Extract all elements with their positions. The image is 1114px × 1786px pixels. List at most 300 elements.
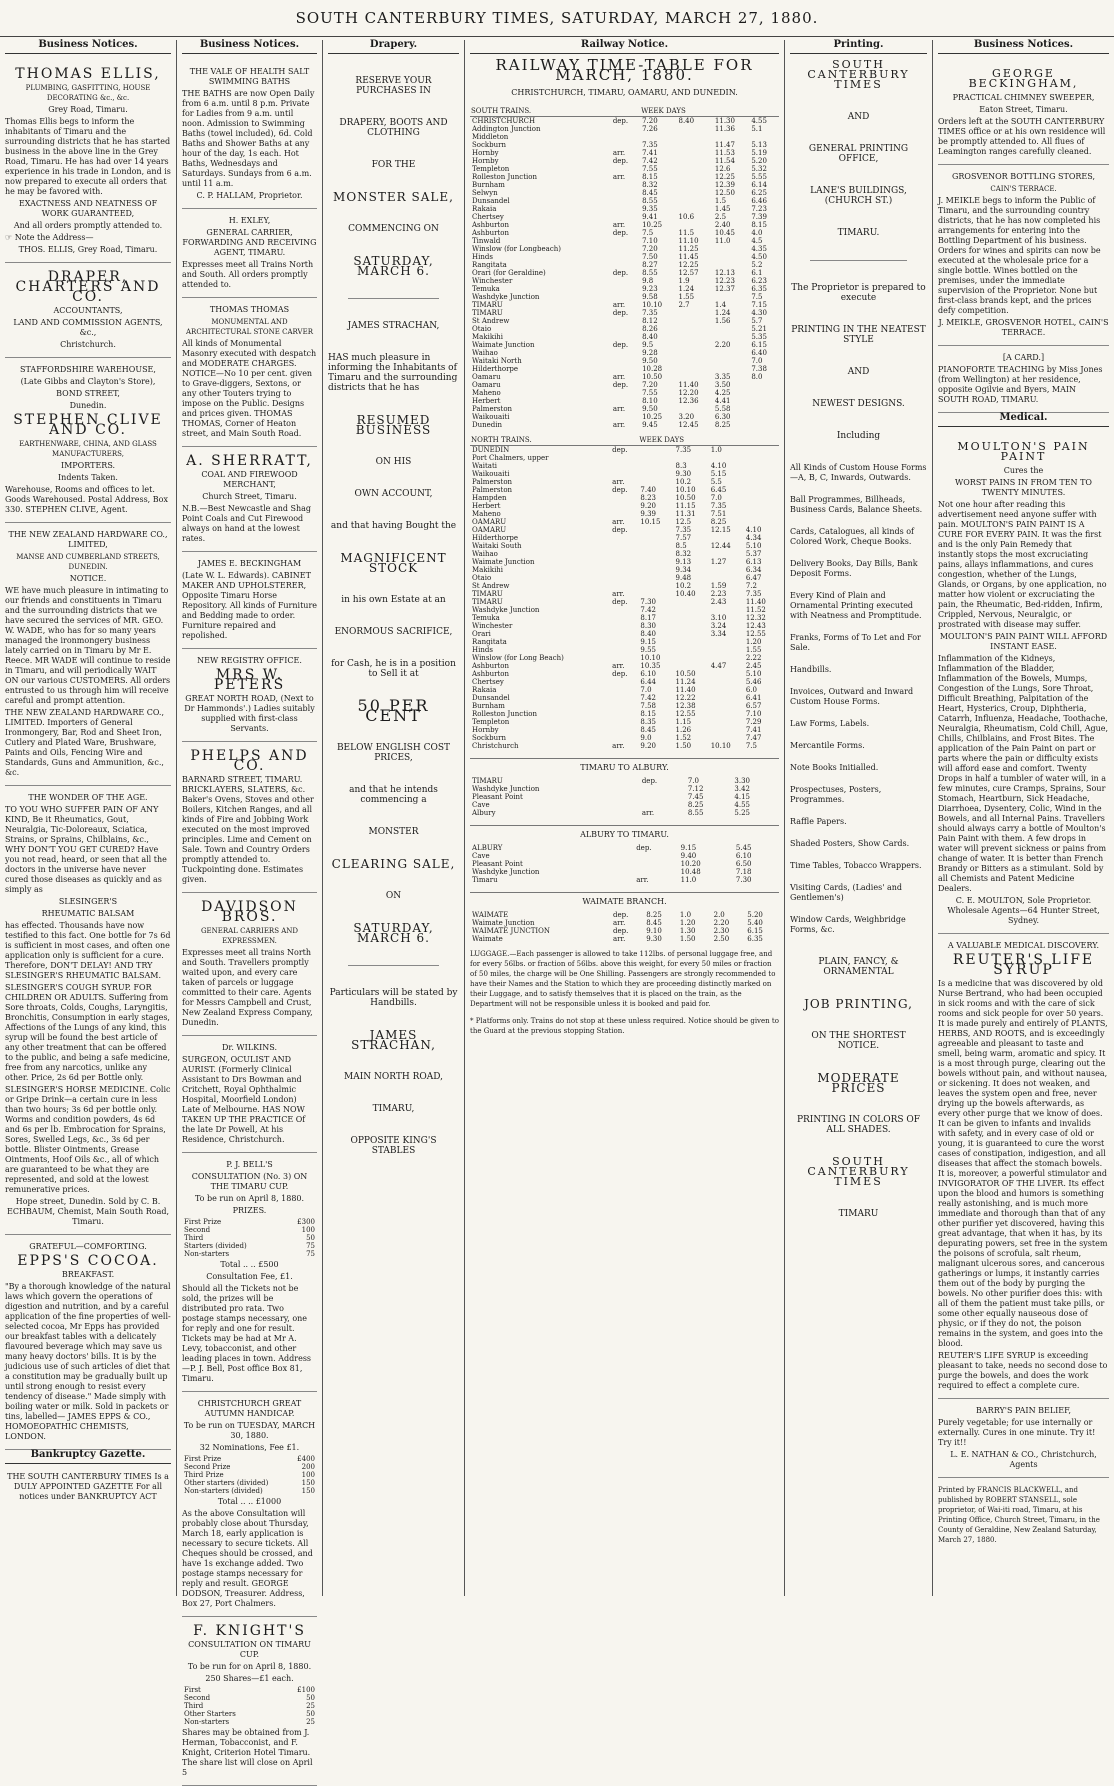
train-time: 9.28 xyxy=(642,349,658,357)
dep-arr xyxy=(610,606,638,614)
train-time: 8.55 xyxy=(642,197,658,205)
train-time: 6.57 xyxy=(745,702,762,710)
train-time: 7.5 xyxy=(642,229,654,237)
dep-arr xyxy=(611,261,640,269)
station-name: Ashburton xyxy=(472,662,510,670)
train-time xyxy=(709,718,744,726)
train-time: 11.54 xyxy=(714,157,735,165)
train-time: 2.0 xyxy=(713,911,725,919)
table-row xyxy=(470,229,779,237)
prize-label: Third Prize xyxy=(184,1471,224,1479)
section-header: Railway Notice. xyxy=(470,40,779,54)
station-name: Winslow (for Long Beach) xyxy=(472,654,564,662)
train-time: 6.15 xyxy=(747,927,763,935)
dep-arr: dep. xyxy=(636,844,652,852)
drapery-line: ON xyxy=(385,891,402,901)
ellis-ad xyxy=(5,60,171,263)
table-row xyxy=(182,1250,317,1258)
drapery-line: and that having Bought the xyxy=(330,521,457,531)
dep-arr xyxy=(611,197,640,205)
printing-item: Visiting Cards, (Ladies' and Gentlemen's) xyxy=(790,883,902,902)
wilkins-ad xyxy=(182,1036,317,1153)
drapery-line: COMMENCING ON xyxy=(348,224,439,234)
train-time xyxy=(677,173,713,181)
train-time: 8.32 xyxy=(675,550,692,558)
train-time xyxy=(749,421,779,429)
train-time: 7.0 xyxy=(640,686,652,694)
train-time: 6.41 xyxy=(745,694,762,702)
dep-arr: dep. xyxy=(612,446,628,454)
table-row xyxy=(470,710,779,718)
ad-body: Not one hour after reading this advertisement need anyone suffer with pain. MOULTON'S PAIN PAINT IS A CURE FOR EVERY PAIN. It was the first and is the only Pain Remedy that instantly stops the most excruciating pains, allays inflammations, and cures congestion, whether of the Lungs, Glands, or Organs, by one application, no matter how violent or excruciating the pain, the Rheumatic, Bed-ridden, Infirm, Crippled, Nervous, Neuralgic, or prostrated with disease may suffer. xyxy=(938,500,1107,629)
drapery-line: ENORMOUS SACRIFICE, xyxy=(334,627,453,637)
dep-arr: dep. xyxy=(612,670,628,678)
train-time: 7.12 xyxy=(687,785,704,793)
train-time xyxy=(709,678,744,686)
ad-title: REUTER'S LIFE SYRUP xyxy=(952,952,1095,978)
train-time: 10.20 xyxy=(680,860,701,868)
divider xyxy=(348,298,439,299)
train-time xyxy=(709,694,744,702)
prize-label: Third xyxy=(184,1702,204,1710)
train-time: 8.55 xyxy=(642,269,658,277)
dep-arr xyxy=(634,860,678,868)
prize-label: Non-starters (divided) xyxy=(184,1487,263,1495)
station-name: ALBURY xyxy=(472,844,503,852)
timaru-albury-table xyxy=(470,777,779,817)
printing-headline: MODERATE PRICES xyxy=(817,1071,900,1095)
dep-arr xyxy=(611,349,640,357)
train-time: 8.27 xyxy=(642,261,658,269)
section-header: Business Notices. xyxy=(182,40,317,54)
train-time: 2.45 xyxy=(745,662,762,670)
dep-arr xyxy=(611,285,640,293)
printing-item: Ball Programmes, Billheads, Business Cards, Balance Sheets. xyxy=(790,495,923,514)
train-time: 4.5 xyxy=(751,237,763,245)
dep-arr xyxy=(640,801,686,809)
train-time xyxy=(638,566,673,574)
table-row xyxy=(470,349,779,357)
dep-arr xyxy=(640,785,686,793)
prize-amount: 50 xyxy=(306,1234,315,1242)
dep-arr xyxy=(610,638,638,646)
ad-body: All kinds of Monumental Masonry executed with despatch and MODERATE CHARGES. NOTICE—No 10 per cent. given to Grave-diggers, Sextons, or any other Touters trying to impose on the Public. Designs and prices given. THOMAS THOMAS, Corner of Heaton street, and Main South Road. xyxy=(182,339,317,438)
ad-body: WE have much pleasure in intimating to our friends and constituents in Timaru and the surrounding districts that we have secured the services of MR. GEO. W. WADE, who has for so many years managed the ironmongery business lately carried on in Timaru by Mr E. Reece. MR WADE will continue to reside in Timaru, and will periodically WAIT ON our various CUSTOMERS. All orders entrusted to us through him will receive careful and prompt attention. xyxy=(5,586,171,705)
prize-amount: £400 xyxy=(297,1455,315,1463)
ad-sub: CAIN'S TERRACE. xyxy=(990,185,1057,193)
station-name: Timaru xyxy=(472,876,498,884)
train-time: 1.26 xyxy=(675,726,692,734)
train-time: 12.38 xyxy=(675,702,696,710)
train-time: 10.25 xyxy=(642,221,663,229)
train-time: 6.40 xyxy=(751,349,767,357)
ad-body: Warehouse, Rooms and offices to let. Goods Warehoused. Postal Address, Box 330. STEPHEN CLIVE, Agent. xyxy=(5,485,168,514)
train-time: 7.35 xyxy=(675,446,692,454)
dep-arr xyxy=(611,205,640,213)
prize-amount: 200 xyxy=(301,1463,315,1471)
dep-arr xyxy=(611,397,640,405)
dep-arr: arr. xyxy=(612,301,626,309)
prize-label: First Prize xyxy=(184,1455,222,1463)
ad-signature: THOS. ELLIS, Grey Road, Timaru. xyxy=(18,245,158,254)
dep-arr xyxy=(610,710,638,718)
station-name: Washdyke Junction xyxy=(472,868,540,876)
dep-arr xyxy=(611,317,640,325)
printing-item: Handbills. xyxy=(790,665,832,674)
ad-title: STEPHEN CLIVE AND CO. xyxy=(13,412,163,438)
train-time: 5.58 xyxy=(714,405,731,413)
station-name: Orari (for Geraldine) xyxy=(472,269,546,277)
printing-line: TIMARU. xyxy=(837,228,880,238)
station-name: OAMARU xyxy=(472,526,507,534)
station-name: Washdyke Junction xyxy=(472,293,540,301)
train-time: 8.25 xyxy=(714,421,731,429)
beckingham-cabinet-ad xyxy=(182,552,317,649)
train-time: 9.5 xyxy=(642,341,654,349)
train-time: 6.1 xyxy=(751,269,763,277)
section-header: Drapery. xyxy=(328,40,459,54)
ad-shares: 250 Shares—£1 each. xyxy=(205,1674,294,1683)
table-row xyxy=(470,381,779,389)
printing-line: AND xyxy=(847,112,870,122)
ad-sub: WORST PAINS IN FROM TEN TO TWENTY MINUTES. xyxy=(955,478,1092,497)
train-time: 12.55 xyxy=(675,710,696,718)
ad-run: To be run for on April 8, 1880. xyxy=(187,1662,312,1671)
train-time: 7.42 xyxy=(642,157,658,165)
ad-role: LAND AND COMMISSION AGENTS, &c., xyxy=(13,318,163,337)
section-header: Printing. xyxy=(790,40,927,54)
table-row xyxy=(470,181,779,189)
train-time xyxy=(749,397,779,405)
ad-run: To be run on April 8, 1880. xyxy=(194,1194,305,1203)
train-time: 1.24 xyxy=(678,285,695,293)
ad-body: Inflammation of the Kidneys, Inflammation of the Bladder, Inflammation of the Bowels, Mumps, Congestion of the Lungs, Sore Throat, Difficult Breathing, Palpitation of the Heart, Hysterics, Croup, Diphtheria, Catarrh, Influenza, Headache, Toothache, Neuralgia, Rheumatism, Cold Chill, Ague, Chills, Chilblains, and Frost Bites. The application of the Pain Paint on part or parts where the pain or difficulty exists will afford ease and comfort. Twenty Drops in half a tumbler of water will, in a few minutes, cure Cramps, Sprains, Sour Stomach, Heartburn, Sick Headache, Diarrhoea, Dysentery, Colic, Wind in the Bowels, and all Internal Pains. Travellers should always carry a bottle of Moulton's Pain Paint with them. A few drops in water will prevent sickness or pains from change of water. It is better than French Brandy or Bitters as a stimulant. Sold by all Chemists and Patent Medicine Dealers. xyxy=(938,654,1109,893)
station-name: Templeton xyxy=(472,165,510,173)
train-time xyxy=(713,357,749,365)
station-name: WAIMATE JUNCTION xyxy=(472,927,550,935)
station-name: Cave xyxy=(472,801,490,809)
train-time: 10.35 xyxy=(640,662,661,670)
printing-headline: JOB PRINTING, xyxy=(804,997,913,1011)
dep-arr: arr. xyxy=(612,919,626,927)
printing-item: Window Cards, Weighbridge Forms, &c. xyxy=(790,915,906,934)
dep-arr xyxy=(610,678,638,686)
column-drapery xyxy=(322,40,464,1596)
ad-body: TO YOU WHO SUFFER PAIN OF ANY KIND, Be it Rheumatics, Gout, Neuralgia, Tic-Doloreaux, Sciatica, Strains, or Sprains, Chilblains, &c., WHY DON'T YOU GET CURED? Have you not read, heard, or seen that all the doctors in the universe have never cured those diseases as quickly and as simply as xyxy=(5,805,167,894)
train-time: 6.44 xyxy=(640,678,656,686)
train-time: 6.10 xyxy=(640,670,656,678)
dep-arr xyxy=(610,718,638,726)
station-name: St Andrew xyxy=(472,317,510,325)
train-time: 3.30 xyxy=(734,777,750,785)
prize-label: First xyxy=(184,1686,201,1694)
train-time: 5.45 xyxy=(735,844,752,852)
train-time: 11.45 xyxy=(678,253,699,261)
prize-amount: 25 xyxy=(306,1718,315,1726)
train-time: 11.25 xyxy=(678,245,699,253)
ad-sub: CONSULTATION (No. 3) ON THE TIMARU CUP. xyxy=(191,1172,308,1191)
train-time: 9.40 xyxy=(680,852,697,860)
printing-line: Including xyxy=(836,431,881,441)
dep-arr xyxy=(611,325,640,333)
train-time: 5.20 xyxy=(747,911,763,919)
dep-arr: dep. xyxy=(612,381,629,389)
prize-table xyxy=(182,1455,317,1495)
table-row xyxy=(470,718,779,726)
drapery-line: TIMARU, xyxy=(372,1104,415,1114)
ad-sub: Cures the xyxy=(1003,466,1044,475)
drapery-line: OWN ACCOUNT, xyxy=(354,489,433,499)
table-row xyxy=(470,694,779,702)
pointing-hand-icon: ☞ xyxy=(5,233,15,242)
dep-arr xyxy=(611,237,640,245)
train-time: 5.7 xyxy=(751,317,763,325)
train-time: 9.39 xyxy=(640,510,656,518)
train-time: 8.40 xyxy=(678,117,695,125)
dep-arr: dep. xyxy=(612,486,628,494)
train-time: 7.42 xyxy=(640,694,656,702)
station-name: DUNEDIN xyxy=(472,446,510,454)
train-time: 1.0 xyxy=(710,446,722,454)
table-row xyxy=(470,566,779,574)
ad-title: H. EXLEY, xyxy=(228,216,271,225)
train-time: 9.8 xyxy=(642,277,654,285)
train-time: 11.0 xyxy=(714,237,731,245)
train-time xyxy=(709,654,744,662)
ad-brand: SLESINGER'S xyxy=(58,897,118,906)
train-time: 12.50 xyxy=(714,189,735,197)
drapery-line: for Cash, he is in a position to Sell it at xyxy=(331,659,456,679)
train-time xyxy=(709,726,744,734)
station-name: Port Chalmers, upper xyxy=(472,454,549,462)
train-time: 4.30 xyxy=(751,309,767,317)
ad-title: P. J. BELL'S xyxy=(226,1160,273,1169)
station-name: Winchester xyxy=(472,622,513,630)
divider xyxy=(348,965,439,966)
train-time xyxy=(674,454,709,462)
train-time: 5.10 xyxy=(745,670,762,678)
train-time xyxy=(744,462,779,470)
station-name: Waimate Junction xyxy=(472,341,535,349)
train-time xyxy=(677,205,713,213)
train-time: 8.25 xyxy=(710,518,727,526)
table-row xyxy=(470,670,779,678)
table-row xyxy=(470,237,779,245)
train-time: 4.10 xyxy=(745,526,762,534)
station-name: Hornby xyxy=(472,726,499,734)
ad-body: Purely vegetable; for use internally or externally. Cures in one minute. Try it! Try it!! xyxy=(938,1418,1096,1447)
ad-body: Expresses meet all Trains North and South. All orders promptly attended to. xyxy=(182,260,314,289)
ad-body: REUTER'S LIFE SYRUP is exceeding pleasant to take, needs no second dose to purge the bowels, and does the work required to effect a complete cure. xyxy=(938,1351,1108,1390)
table-row xyxy=(470,630,779,638)
train-time: 3.10 xyxy=(710,614,727,622)
train-time: 7.35 xyxy=(642,141,658,149)
prize-amount: 150 xyxy=(301,1479,315,1487)
train-time: 8.40 xyxy=(640,630,656,638)
dep-arr xyxy=(610,686,638,694)
ad-body: SLESINGER'S HORSE MEDICINE. Colic or Gripe Drink—a certain cure in less than two hours; 3s 6d per bottle only. Worms and condition powders, 4s 6d and 6s per lb. Embrocation for Sprains, Sores, Swelled Legs, &c., 3s 6d per bottle. Blister Ointments, Grease Ointments, Hoof Oils &c., all of which are guaranteed to be what they are represented, and sold at the lowest remunerative prices. xyxy=(5,1085,171,1194)
prize-label: Non-starters xyxy=(184,1250,230,1258)
train-time: 7.35 xyxy=(745,590,762,598)
train-time: 6.50 xyxy=(735,860,752,868)
train-time: 7.2 xyxy=(745,582,757,590)
ad-trade: MONUMENTAL AND ARCHITECTURAL STONE CARVER xyxy=(186,318,313,336)
table-row xyxy=(470,301,779,309)
train-time: 7.35 xyxy=(675,526,692,534)
ad-body: As the above Consultation will probably close about Thursday, March 18, early application is necessary to secure tickets. All Cheques should be crossed, and have 1s exchange added. Two postage stamps necessary for reply and result. GEORGE DODSON, Treasurer. Address, Box 27, Port Chalmers. xyxy=(182,1509,313,1608)
train-time: 10.10 xyxy=(675,486,696,494)
train-time: 12.36 xyxy=(678,397,699,405)
train-time: 7.5 xyxy=(751,293,763,301)
train-time xyxy=(677,165,713,173)
printing-item: Delivery Books, Day Bills, Bank Deposit Forms. xyxy=(790,559,918,578)
ad-body: BARNARD STREET, TIMARU. BRICKLAYERS, SLATERS, &c. Baker's Ovens, Stoves and other Boilers, Kitchen Ranges, and all kinds of Fire and Jobbing Work executed on the most improved principles. Lime and Cement on Sale. Town and Country Orders promptly attended to. Tuckpointing done. Estimates given. xyxy=(182,775,314,884)
station-name: CHRISTCHURCH xyxy=(472,117,536,125)
train-time xyxy=(709,670,744,678)
train-time xyxy=(638,582,673,590)
train-time: 11.53 xyxy=(714,149,735,157)
train-time: 6.35 xyxy=(747,935,763,943)
train-time: 3.50 xyxy=(714,381,731,389)
drapery-line: MAIN NORTH ROAD, xyxy=(344,1072,443,1082)
drapery-line: RESERVE YOUR PURCHASES IN xyxy=(355,76,432,96)
train-time: 2.20 xyxy=(714,341,731,349)
train-time: 8.30 xyxy=(640,622,656,630)
train-time xyxy=(677,197,713,205)
station-name: Winslow (for Longbeach) xyxy=(472,245,561,253)
train-time: 2.50 xyxy=(713,935,730,943)
train-time: 4.34 xyxy=(745,534,762,542)
table-row xyxy=(470,734,779,742)
prize-label: Non-starters xyxy=(184,1718,230,1726)
train-time: 5.20 xyxy=(751,157,767,165)
table-row xyxy=(470,686,779,694)
table-row xyxy=(470,157,779,165)
station-name: Dunsandel xyxy=(472,694,510,702)
drapery-headline: MONSTER SALE, xyxy=(333,190,454,204)
table-row xyxy=(470,341,779,349)
drapery-headline: SATURDAY, MARCH 6. xyxy=(353,921,434,945)
train-time: 5.15 xyxy=(710,470,727,478)
station-name: Winchester xyxy=(472,277,513,285)
table-row xyxy=(470,462,779,470)
train-time: 8.25 xyxy=(687,801,704,809)
nz-hardware-ad xyxy=(5,523,171,786)
station-name: Selwyn xyxy=(472,189,498,197)
train-time: 7.55 xyxy=(642,389,658,397)
station-name: Palmerston xyxy=(472,405,513,413)
ad-note xyxy=(5,233,171,243)
table-row xyxy=(182,1242,317,1250)
drapery-line: ON HIS xyxy=(375,457,412,467)
station-name: Maheno xyxy=(472,510,501,518)
train-time: 10.50 xyxy=(675,670,696,678)
train-time: 1.15 xyxy=(675,718,692,726)
train-time: 2.43 xyxy=(710,598,727,606)
train-time: 8.25 xyxy=(646,911,662,919)
train-time: 1.20 xyxy=(745,638,762,646)
train-time: 1.45 xyxy=(714,205,731,213)
train-time xyxy=(674,614,709,622)
table-row xyxy=(470,413,779,421)
printing-line: ON THE SHORTEST NOTICE. xyxy=(811,1031,906,1051)
prize-label: Second xyxy=(184,1694,211,1702)
table-header: NORTH TRAINS. xyxy=(470,435,610,446)
dep-arr xyxy=(611,413,640,421)
station-name: Ashburton xyxy=(472,221,510,229)
dep-arr xyxy=(611,125,640,133)
train-time xyxy=(709,606,744,614)
train-time xyxy=(709,734,744,742)
station-name: Herbert xyxy=(472,502,501,510)
station-name: Hilderthorpe xyxy=(472,365,519,373)
ad-sub: CONSULTATION ON TIMARU CUP. xyxy=(188,1640,311,1659)
station-name: Temuka xyxy=(472,614,500,622)
printing-item: Every Kind of Plain and Ornamental Printing executed with Neatness and Promptitude. xyxy=(790,591,922,620)
train-time xyxy=(638,558,673,566)
printing-item: Cards, Catalogues, all kinds of Colored Work, Cheque Books. xyxy=(790,527,915,546)
train-time: 6.47 xyxy=(745,574,762,582)
table-row xyxy=(470,678,779,686)
table-row xyxy=(470,446,779,455)
section-subtitle: ALBURY TO TIMARU. xyxy=(470,825,779,840)
train-time: 1.24 xyxy=(714,309,731,317)
dep-arr: arr. xyxy=(612,662,625,670)
train-time: 10.15 xyxy=(640,518,661,526)
prize-amount: 50 xyxy=(306,1710,315,1718)
train-time: 10.28 xyxy=(642,365,663,373)
table-row xyxy=(470,486,779,494)
table-row xyxy=(470,261,779,269)
train-time: 10.48 xyxy=(680,868,701,876)
station-name: Waitati xyxy=(472,462,498,470)
dep-arr xyxy=(611,357,640,365)
table-row xyxy=(470,197,779,205)
train-time: 12.55 xyxy=(745,630,766,638)
ad-total: Total .. .. £1000 xyxy=(217,1497,282,1506)
train-time: 9.35 xyxy=(642,205,658,213)
station-name: Cave xyxy=(472,852,490,860)
train-time: 12.43 xyxy=(745,622,766,630)
station-name: Otaio xyxy=(472,574,492,582)
dep-arr: dep. xyxy=(612,309,629,317)
table-header xyxy=(611,106,640,117)
station-name: Chertsey xyxy=(472,213,504,221)
station-name: Makikihi xyxy=(472,566,504,574)
prize-amount: 100 xyxy=(301,1226,315,1234)
train-time: 9.55 xyxy=(640,646,656,654)
station-name: TIMARU xyxy=(472,301,503,309)
table-row xyxy=(470,860,779,868)
train-time xyxy=(709,710,744,718)
ad-title: GEORGE BECKINGHAM, xyxy=(968,67,1079,90)
station-name: Burnham xyxy=(472,702,505,710)
sherratt-ad xyxy=(182,447,317,552)
ad-body: Shares may be obtained from J. Herman, Tobacconist, and F. Knight, Criterion Hotel Timaru. The share list will close on April 5 xyxy=(182,1728,313,1777)
train-time: 11.36 xyxy=(714,125,735,133)
prize-amount: £100 xyxy=(297,1686,315,1694)
ad-title: EPPS'S COCOA. xyxy=(17,1253,159,1269)
dep-arr xyxy=(611,165,640,173)
station-name: Hornby xyxy=(472,149,499,157)
printing-line: PLAIN, FANCY, & ORNAMENTAL xyxy=(818,957,899,977)
station-name: Dunsandel xyxy=(472,197,510,205)
train-time: 6.35 xyxy=(751,285,767,293)
drapery-headline: JAMES STRACHAN, xyxy=(351,1028,436,1052)
dep-arr xyxy=(611,133,640,141)
drapery-headline: MAGNIFICENT STOCK xyxy=(340,551,447,575)
train-time: 5.10 xyxy=(745,542,762,550)
